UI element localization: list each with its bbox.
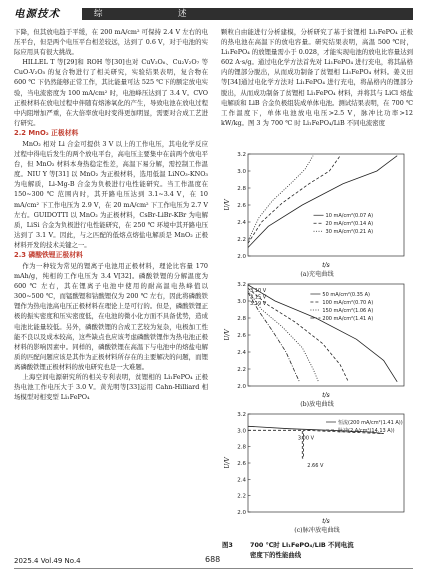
y-tick-label: 3.2 [237, 152, 246, 158]
annotation-label: 3.10 V [250, 288, 267, 294]
section-label-b: 述 [178, 9, 187, 19]
left-column [14, 27, 208, 402]
legend-label: 10 mA/cm²(0.07 A) [325, 213, 374, 220]
chart-a [222, 148, 412, 270]
chart-c [222, 408, 412, 526]
figure-a-caption: (a)充电曲线 [300, 271, 334, 278]
figure-a [222, 148, 412, 279]
paragraph: 颗粒自由能进行分析建模，分析研究了基于贫锂相 Li₁FePO₄ 正极的热电池在高温下的放电容量。研究结果表明，高温 500 ℃时，Li₁FePO₄ 的放锂量需小于 0.028，才能实现电池的放电比容量达到 602 A·s/g。通过电化学方法首先对 Li₁FePO₄ 进行充电，将其晶格内的锂部分脱出，从而成功制备了贫锂相 Li₁FePO₄ 材料。姜义田等[34]通过电化学方法对 Li₁FePO₄ 进行充电，将晶格内的锂部分脱出，从而成功制备了贫锂相 Li₁FePO₄ 材料，并将其与 LiCl 熔盐电解质和 LiB 合金负极组装成单体电池。测试结果表明，在 700 ℃ 工作温度下，单体电池放电电压>2.5 V，脉冲比功率>12 kW/kg。图 3 为 700 ℃ 时 Li₁FePO₄/LiB 不同电流密度 [221, 28, 413, 127]
y-tick-label: 2.2 [237, 493, 246, 500]
journal-name: 电源技术 [14, 8, 60, 20]
series-line [248, 430, 384, 458]
legend-label: 脉冲(2 A/cm²(14.13 A)) [338, 428, 395, 434]
legend-label: 恒流(200 mA/cm²(1.41 A)) [338, 420, 403, 426]
caption-line-1: 700 ℃时 Li₁FePO₄/LiB 不同电流 [250, 541, 354, 549]
paragraph: 上海空间电源研究所的相关专利表明，贫锂相的 Li₁FePO₄ 正极热电池工作电压大于 3.0 V。黄光明等[33]运用 Cahn-Hilliard 相场模型对相变型 Li₁FePO₄ [14, 373, 208, 402]
subheading: 2.2 MnO₂ 正极材料 [14, 128, 79, 137]
y-axis-label: U/V [224, 329, 231, 341]
annotation-label: 3.19 V [250, 301, 267, 307]
legend-label: 30 mA/cm²(0.21 A) [325, 229, 374, 236]
annotation-label: 3.15 V [250, 294, 267, 301]
y-tick-label: 2.4 [237, 350, 246, 356]
y-tick-label: 2.6 [237, 461, 246, 467]
paragraph: MnO₂ 相对 Li 合金可提供 3 V 以上的工作电压，其电化学反应过程中得电后发生的两个放电平台，高电压主要集中在前两个放电平台，但 MnO₂ 材料本身热稳定性差，高温下易分解，需控制工作温度。NIU Y 等[31] 以 MnO₂ 为正极材料，选用低温 LiNO₃-KNO₃ 为电解质，Li-Mg-B 合金为负极进行电性能研究。当工作温度在 150~300 ℃ 范围内时，其开路电压达到 3.1~3.4 V，在 10 mA/cm² 下工作电压为 2.9 V，在 20 mA/cm² 下工作电压为 2.7 V 左右。GUIDOTTI 以 MnO₂ 为正极材料，CsBr-LiBr-KBr 为电解质，LiSi 合金为负极进行电性能研究，在 250 ℃ 环境中其开路电压达到了 3.1 V。因此，与之匹配的低熔点熔盐电解质是 MnO₂ 正极材料开发的技术关键之一。 [14, 139, 208, 249]
y-tick-label: 2.2 [237, 237, 246, 243]
paragraph: HILLEL T 等[29]和 ROH 等[30]也对 CuV₂O₆、Cu₂V₂O₇ 等 CuO-V₂O₅ 的复合物进行了相关研究，实验结果表明，复合物在 600 ℃ 下仍然能够正常工作，其比能量可达 525 ℃下的额定放电实验，当电流密度为 100 mA/cm² 时，电池峰压达到了 3.4 V。CVO 正极材料在放电过程中伴随有熔渗氧化的产生，导致电池在放电过程中内阻增加严重，在大倍率放电时变得更加明显，需要对合成工艺进行研究。 [14, 58, 208, 127]
right-column [221, 27, 413, 128]
figure-b-caption: (b)放电曲线 [300, 401, 334, 408]
y-tick-label: 2.0 [237, 254, 246, 260]
plot-frame [248, 154, 404, 256]
figure-c-caption: (c)脉冲放电曲线 [294, 527, 340, 534]
x-axis-label: t/s [322, 392, 330, 399]
y-tick-label: 2.8 [237, 316, 246, 322]
y-tick-label: 3.0 [237, 299, 246, 305]
y-tick-label: 2.2 [237, 367, 246, 373]
legend-label: 50 mA/cm²(0.35 A) [322, 292, 371, 298]
chart-b [222, 278, 412, 400]
legend-label: 100 mA/cm²(0.70 A) [322, 300, 374, 306]
y-axis-label: U/V [224, 457, 231, 469]
figure-number: 图3 [222, 541, 233, 549]
legend-label: 150 mA/cm²(1.06 A) [322, 308, 374, 314]
paragraph: 下降，但其放电趋于平缓，在 200 mA/cm² 可保持 2.4 V 左右的电压平台，但是两个电压平台相差较远，达到了 0.6 V，对于电池的实际应用具有很大挑战。 [14, 28, 208, 57]
y-tick-label: 2.4 [237, 220, 246, 226]
caption-line-2: 密度下的性能曲线 [250, 551, 302, 559]
series-line [248, 156, 397, 248]
y-tick-label: 2.8 [237, 186, 246, 192]
paragraph: 作为一种较为常见的锂离子电池用正极材料，理论比容量 170 mAh/g，纯相的工作电压为 3.4 V[32]。磷酸铁锂的分解温度为 600 ℃ 左右，其在锂离子电池中使用的耐高温电热峰值以 300~500 ℃，而锰酸锂和钴酸锂仅为 200 ℃ 左右，因此将磷酸铁锂作为热电池高电压正极材料在理论上是可行的。但是，磷酸铁锂正极的振实密度和压实密度低，在电池的微小化方面不具备优势，造成电池比能量较低。另外，磷酸铁锂的合成工艺较为复杂，电极加工性能不良以及成本较高，这些缺点也应该考虑磷酸铁锂作为热电池正极材料的影响因素中。同样的，磷酸铁锂在高温下与电池中的熔盐电解质的匹配问题应该是其作为正极材料所存在的主要解决的问题，而锂离磷酸铁锂正极材料的放电研究也是一大难题。 [14, 261, 208, 371]
page-number: 688 [205, 555, 221, 564]
y-axis-label: U/V [224, 199, 231, 211]
y-tick-label: 2.6 [237, 203, 246, 209]
y-tick-label: 2.0 [237, 510, 246, 516]
issue-info: 2025.4 Vol.49 No.4 [14, 557, 81, 565]
section-bar [82, 8, 413, 20]
annotation-label: 3.00 V [297, 435, 315, 442]
y-tick-label: 2.0 [237, 384, 246, 390]
x-axis-label: t/s [322, 518, 330, 525]
y-tick-label: 3.2 [237, 282, 246, 288]
y-tick-label: 3.0 [237, 428, 246, 435]
y-tick-label: 2.8 [237, 444, 246, 451]
series-line [248, 156, 313, 241]
section-label-a: 综 [94, 9, 105, 19]
y-tick-label: 2.4 [237, 477, 246, 484]
y-tick-label: 2.6 [237, 333, 246, 339]
footer-rule [14, 568, 413, 569]
annotation-label: 2.66 V [307, 463, 324, 470]
figure-b [222, 278, 412, 409]
page-header [14, 6, 413, 22]
x-axis-label: t/s [322, 262, 330, 269]
legend-label: 200 mA/cm²(1.41 A) [322, 316, 374, 322]
y-tick-label: 3.2 [237, 412, 246, 418]
figure-c [222, 408, 412, 535]
subheading: 2.3 磷酸铁锂正极材料 [14, 250, 83, 259]
figure-main-caption [222, 540, 412, 560]
y-tick-label: 3.0 [237, 169, 246, 175]
legend-label: 20 mA/cm²(0.14 A) [325, 221, 374, 228]
